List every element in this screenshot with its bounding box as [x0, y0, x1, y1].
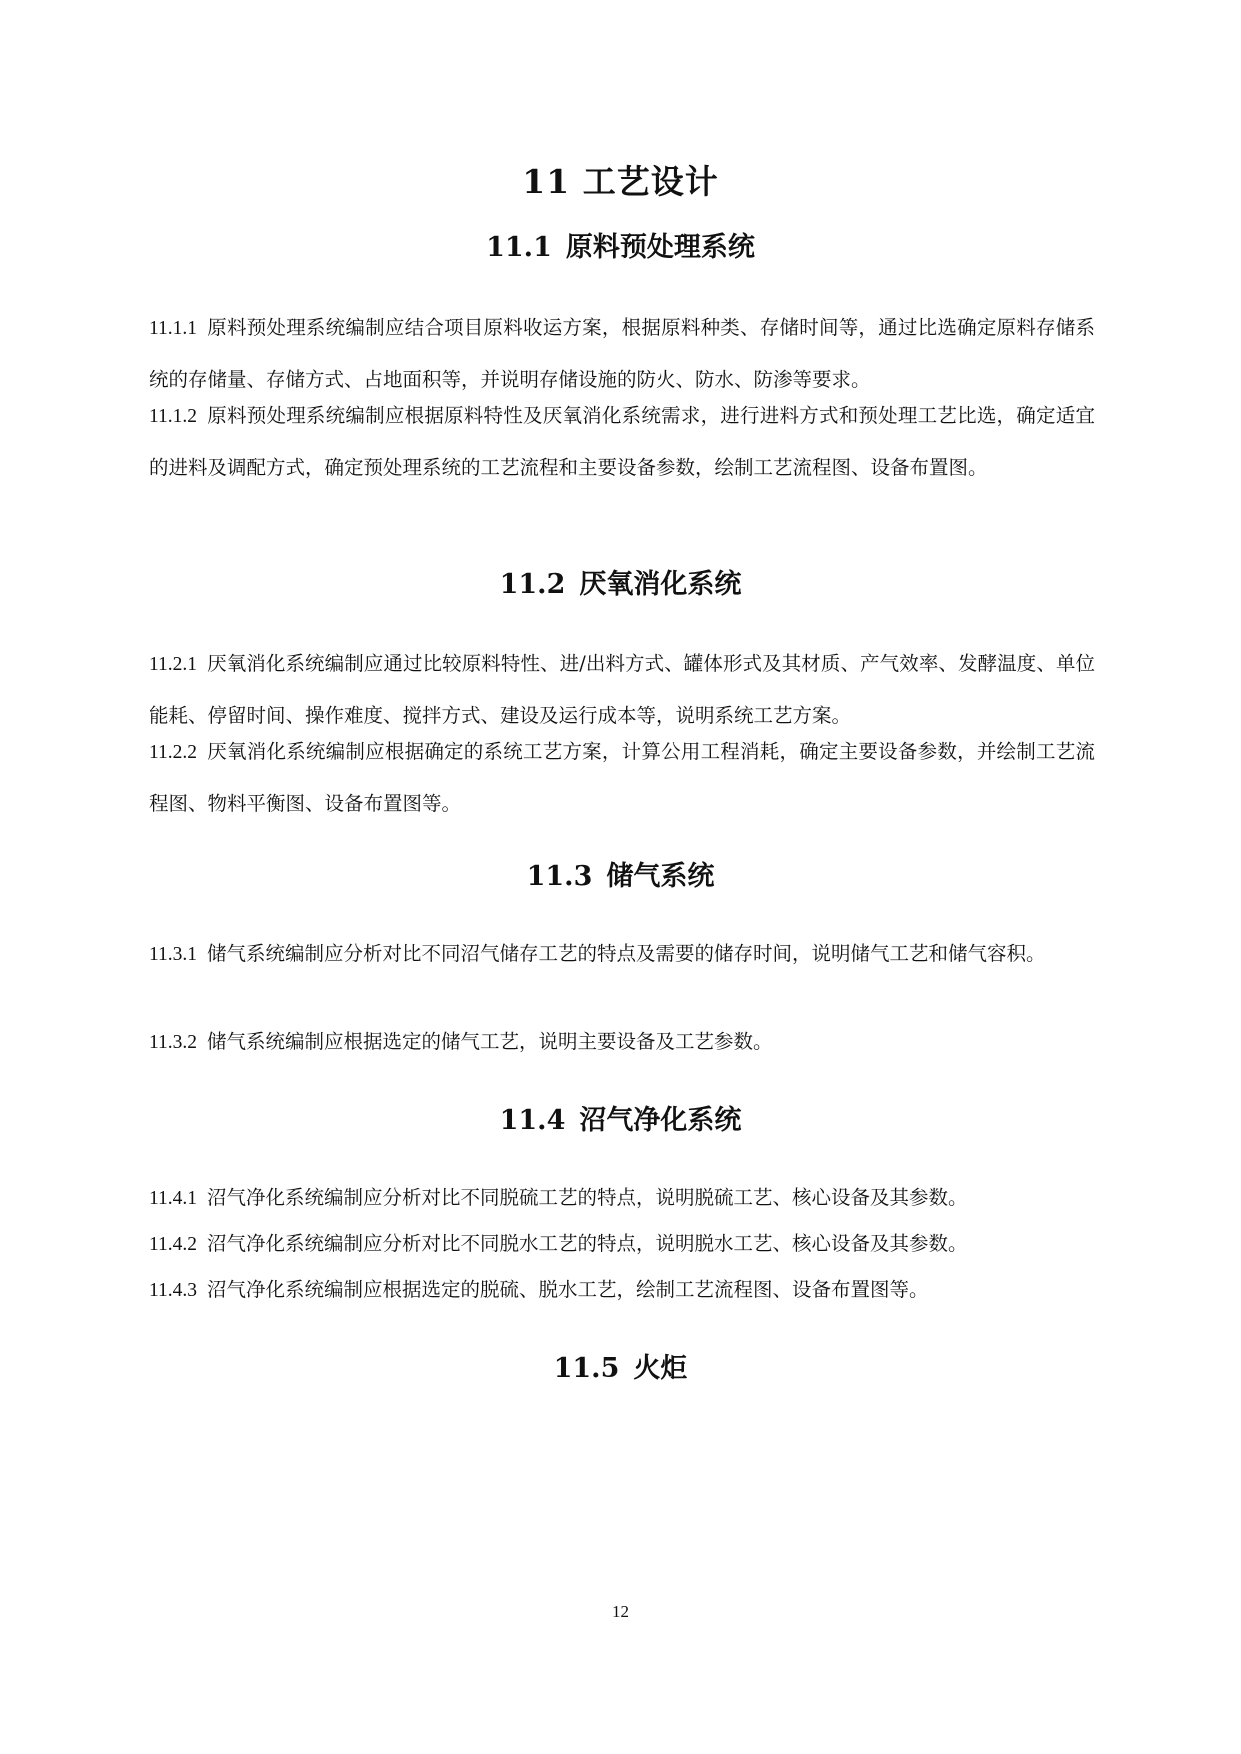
section-number: 11.1 [486, 232, 552, 263]
clause-text: 厌氧消化系统编制应通过比较原料特性、进/出料方式、罐体形式及其材质、产气效率、发酵温度、单位能耗、停留时间、操作难度、搅拌方式、建设及运行成本等，说明系统工艺方案。 [149, 652, 1095, 727]
clause-number: 11.4.2 [149, 1234, 198, 1255]
clause-number: 11.1.2 [149, 406, 198, 427]
clause-number: 11.3.2 [149, 1032, 198, 1053]
clause-text: 储气系统编制应根据选定的储气工艺，说明主要设备及工艺参数。 [207, 1030, 773, 1053]
section-heading-11-5 [0, 1349, 1241, 1389]
page-number: 12 [612, 1602, 629, 1621]
clause-number: 11.1.1 [149, 318, 198, 339]
section-number: 11.3 [526, 861, 593, 892]
clause-11-4-2 [149, 1218, 1095, 1270]
section-title: 储气系统 [606, 861, 715, 892]
clause-text: 沼气净化系统编制应分析对比不同脱硫工艺的特点，说明脱硫工艺、核心设备及其参数。 [207, 1186, 968, 1209]
clause-number: 11.2.2 [149, 742, 198, 763]
section-number: 11.5 [553, 1353, 620, 1384]
clause-number: 11.4.3 [149, 1280, 198, 1301]
section-heading-11-2 [0, 565, 1241, 605]
clause-11-4-1 [149, 1172, 1095, 1224]
section-title: 原料预处理系统 [565, 232, 755, 263]
clause-11-2-2 [149, 726, 1095, 829]
section-title: 火炬 [633, 1353, 688, 1384]
clause-text: 沼气净化系统编制应分析对比不同脱水工艺的特点，说明脱水工艺、核心设备及其参数。 [207, 1232, 968, 1255]
clause-number: 11.4.1 [149, 1188, 198, 1209]
section-heading-11-3 [0, 857, 1241, 897]
section-title: 沼气净化系统 [579, 1105, 742, 1136]
clause-text: 储气系统编制应分析对比不同沼气储存工艺的特点及需要的储存时间，说明储气工艺和储气容积。 [207, 942, 1046, 965]
clause-11-3-2 [149, 1016, 1095, 1068]
clause-11-4-3 [149, 1264, 1095, 1316]
clause-11-1-2 [149, 390, 1095, 493]
section-heading-11-4 [0, 1101, 1241, 1141]
section-heading-11-1 [0, 228, 1241, 268]
clause-text: 沼气净化系统编制应根据选定的脱硫、脱水工艺，绘制工艺流程图、设备布置图等。 [207, 1278, 929, 1301]
clause-text: 原料预处理系统编制应结合项目原料收运方案，根据原料种类、存储时间等，通过比选确定原料存储系统的存储量、存储方式、占地面积等，并说明存储设施的防火、防水、防渗等要求。 [149, 316, 1095, 391]
section-number: 11.4 [499, 1105, 566, 1136]
clause-text: 厌氧消化系统编制应根据确定的系统工艺方案，计算公用工程消耗，确定主要设备参数，并绘制工艺流程图、物料平衡图、设备布置图等。 [149, 740, 1095, 815]
clause-number: 11.3.1 [149, 944, 198, 965]
section-number: 11.2 [499, 569, 566, 600]
clause-text: 原料预处理系统编制应根据原料特性及厌氧消化系统需求，进行进料方式和预处理工艺比选，确定适宜的进料及调配方式，确定预处理系统的工艺流程和主要设备参数，绘制工艺流程图、设备布置图。 [149, 404, 1095, 479]
section-title: 厌氧消化系统 [579, 569, 742, 600]
page-title: 11 工艺设计 [522, 162, 719, 201]
clause-11-3-1 [149, 928, 1095, 980]
clause-number: 11.2.1 [149, 654, 198, 675]
